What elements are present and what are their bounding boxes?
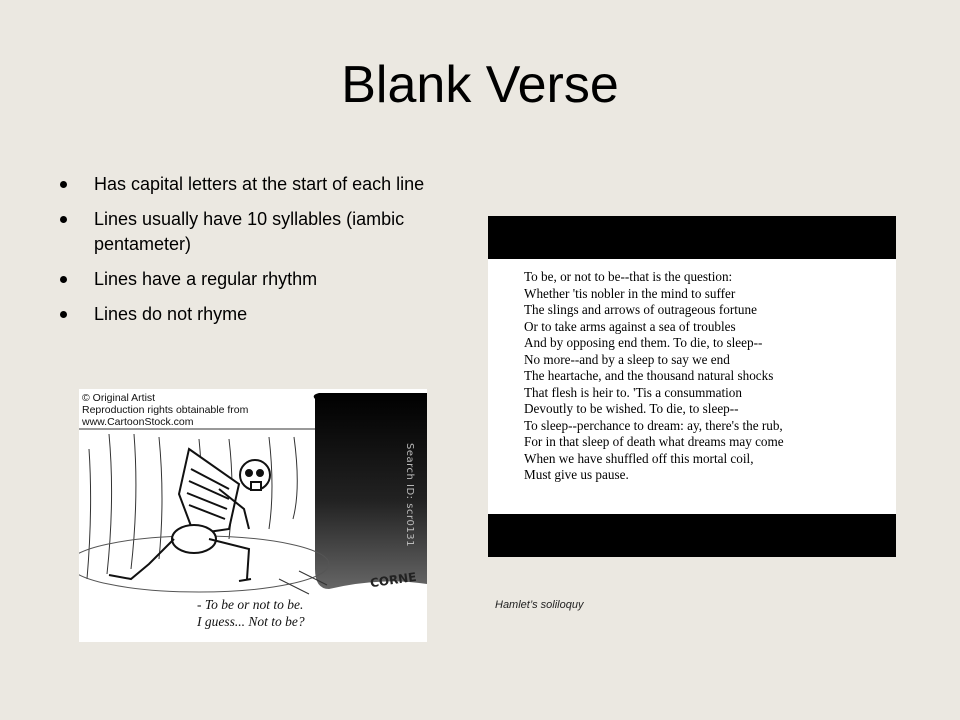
cartoon-signature: CORNE [369, 569, 418, 591]
soliloquy-line: And by opposing end them. To die, to sleep-- [524, 335, 763, 350]
soliloquy-line: To sleep--perchance to dream: ay, there's the rub, [524, 417, 783, 433]
slide-title: Blank Verse [341, 56, 619, 114]
bullet-dot-icon [60, 216, 67, 223]
soliloquy-line: That flesh is heir to. 'Tis a consummation [524, 384, 742, 400]
bullet-item [60, 172, 480, 197]
cartoon-watermark: Search ID: scr0131 [404, 443, 415, 547]
bullet-text: Lines usually have 10 syllables (iambic pentameter) [94, 209, 405, 254]
skeleton-cartoon [79, 389, 427, 642]
bullet-item [60, 302, 480, 327]
soliloquy-line: The slings and arrows of outrageous fortune [524, 302, 757, 317]
credit-line: Reproduction rights obtainable from [82, 404, 249, 416]
credit-line: © Original Artist [82, 392, 156, 404]
credit-line: www.CartoonStock.com [82, 416, 194, 428]
hamlet-soliloquy-image [488, 216, 896, 557]
bullet-text: Lines do not rhyme [94, 304, 248, 324]
bullet-text: Has capital letters at the start of each line [94, 174, 425, 194]
hamlet-caption: Hamlet’s soliloquy [495, 599, 584, 611]
caption-line: - To be or not to be. [197, 597, 304, 612]
soliloquy-line: When we have shuffled off this mortal coil, [524, 450, 754, 466]
bullet-item [60, 207, 480, 257]
bullet-item [60, 267, 480, 292]
bullet-dot-icon [60, 311, 67, 318]
soliloquy-line: To be, or not to be--that is the question: [524, 269, 733, 284]
soliloquy-line: Devoutly to be wished. To die, to sleep-- [524, 401, 739, 416]
caption-line: I guess... Not to be? [197, 614, 305, 629]
soliloquy-line: No more--and by a sleep to say we end [524, 351, 730, 367]
soliloquy-line: Must give us pause. [524, 467, 629, 482]
soliloquy-text [524, 269, 784, 484]
cartoon-credit [82, 392, 248, 428]
bullet-dot-icon [60, 181, 67, 188]
skeleton [109, 449, 270, 581]
bullet-list [60, 172, 480, 337]
soliloquy-line: The heartache, and the thousand natural shocks [524, 368, 774, 383]
soliloquy-line: Whether 'tis nobler in the mind to suffer [524, 285, 736, 301]
soliloquy-line: Or to take arms against a sea of troubles [524, 318, 736, 334]
bullet-dot-icon [60, 276, 67, 283]
bullet-text: Lines have a regular rhythm [94, 269, 318, 289]
soliloquy-page [488, 259, 896, 514]
cartoon-caption [197, 596, 417, 630]
soliloquy-line: For in that sleep of death what dreams may come [524, 434, 784, 449]
